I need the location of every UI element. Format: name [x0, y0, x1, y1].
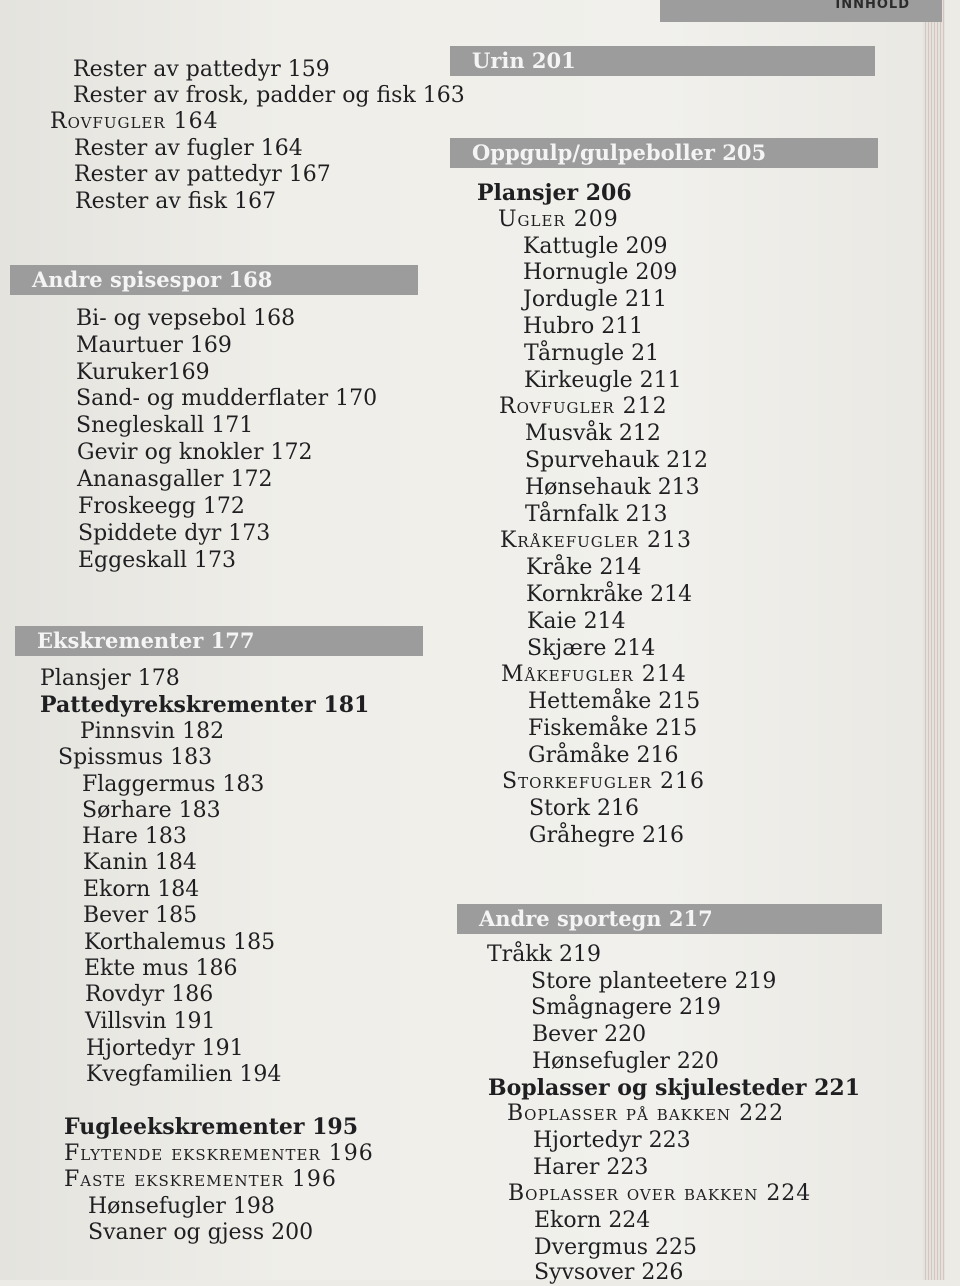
toc-entry[interactable]: Rovdyr 186: [85, 982, 214, 1007]
toc-entry[interactable]: Hønsefugler 198: [88, 1194, 275, 1219]
toc-entry[interactable]: Flaggermus 183: [82, 772, 265, 797]
toc-entry[interactable]: Rester av pattedyr 167: [74, 162, 331, 187]
toc-entry[interactable]: Hettemåke 215: [528, 689, 701, 714]
toc-entry[interactable]: Kattugle 209: [523, 234, 668, 259]
toc-entry[interactable]: Spiddete dyr 173: [78, 521, 271, 546]
toc-entry[interactable]: Froskeegg 172: [78, 494, 245, 519]
toc-entry[interactable]: Rester av fisk 167: [75, 189, 277, 214]
toc-entry[interactable]: Kuruker169: [76, 360, 210, 385]
toc-entry[interactable]: Smågnagere 219: [531, 995, 722, 1020]
toc-entry[interactable]: Maurtuer 169: [76, 333, 232, 358]
toc-subheading[interactable]: Rovfugler 164: [50, 109, 219, 134]
section-bar-ekskrementer[interactable]: Ekskrementer 177: [15, 626, 423, 656]
toc-entry-bold[interactable]: Boplasser og skjulesteder 221: [488, 1075, 861, 1101]
running-head: INNHOLD: [660, 0, 942, 22]
toc-entry[interactable]: Gråmåke 216: [528, 743, 679, 768]
toc-subheading[interactable]: Flytende ekskrementer 196: [64, 1141, 374, 1166]
toc-entry[interactable]: Eggeskall 173: [78, 548, 237, 573]
toc-entry[interactable]: Sørhare 183: [82, 798, 221, 823]
toc-entry[interactable]: Kanin 184: [83, 850, 197, 875]
toc-entry[interactable]: Kirkeugle 211: [524, 368, 682, 393]
toc-entry[interactable]: Bever 185: [83, 903, 198, 928]
toc-entry[interactable]: Skjære 214: [527, 636, 656, 661]
toc-entry[interactable]: Kaie 214: [527, 609, 626, 634]
toc-entry[interactable]: Spurvehauk 212: [525, 448, 709, 473]
toc-entry[interactable]: Musvåk 212: [525, 421, 661, 446]
section-bar-andre-spisespor[interactable]: Andre spisespor 168: [10, 265, 418, 295]
section-bar-andre-sportegn[interactable]: Andre sportegn 217: [457, 904, 882, 934]
toc-entry[interactable]: Hare 183: [82, 824, 187, 849]
toc-subheading[interactable]: Faste ekskrementer 196: [64, 1167, 337, 1192]
toc-entry[interactable]: Hjortedyr 223: [533, 1128, 691, 1153]
toc-subheading[interactable]: Rovfugler 212: [499, 394, 668, 419]
toc-entry[interactable]: Ananasgaller 172: [77, 467, 273, 492]
toc-entry-bold[interactable]: Pattedyrekskrementer 181: [40, 692, 370, 718]
toc-subheading[interactable]: Måkefugler 214: [501, 662, 687, 687]
toc-entry[interactable]: Ekorn 224: [534, 1208, 651, 1233]
toc-entry[interactable]: Kvegfamilien 194: [86, 1062, 282, 1087]
toc-entry[interactable]: Hjortedyr 191: [86, 1036, 244, 1061]
toc-entry[interactable]: Gråhegre 216: [529, 823, 684, 848]
toc-entry[interactable]: Kråke 214: [526, 555, 642, 580]
section-bar-oppgulp[interactable]: Oppgulp/gulpeboller 205: [450, 138, 878, 168]
toc-entry[interactable]: Bi- og vepsebol 168: [76, 306, 296, 331]
toc-entry[interactable]: Bever 220: [532, 1022, 647, 1047]
toc-entry[interactable]: Snegleskall 171: [76, 413, 254, 438]
toc-entry[interactable]: Store planteetere 219: [531, 969, 777, 994]
toc-entry[interactable]: Hubro 211: [523, 314, 644, 339]
toc-entry[interactable]: Kornkråke 214: [526, 582, 693, 607]
toc-subheading[interactable]: Storkefugler 216: [502, 769, 706, 794]
toc-entry[interactable]: Rester av fugler 164: [74, 136, 303, 161]
toc-subheading[interactable]: Kråkefugler 213: [500, 528, 692, 553]
toc-entry[interactable]: Ekte mus 186: [84, 956, 238, 981]
toc-entry[interactable]: Harer 223: [533, 1155, 649, 1180]
toc-entry[interactable]: Fiskemåke 215: [528, 716, 698, 741]
toc-entry[interactable]: Tårnfalk 213: [525, 502, 668, 527]
toc-entry[interactable]: Sand- og mudderflater 170: [76, 386, 378, 411]
page-stack-edge: [923, 0, 945, 1280]
toc-subheading[interactable]: Ugler 209: [498, 207, 619, 232]
toc-entry[interactable]: Hornugle 209: [523, 260, 678, 285]
toc-entry[interactable]: Stork 216: [529, 796, 639, 821]
toc-entry[interactable]: Ekorn 184: [83, 877, 200, 902]
toc-entry[interactable]: Tårnugle 21: [524, 341, 660, 366]
toc-entry-bold[interactable]: Tråkk 219: [487, 942, 601, 967]
toc-entry[interactable]: Dvergmus 225: [534, 1235, 697, 1260]
section-bar-urin[interactable]: Urin 201: [450, 46, 875, 76]
toc-entry[interactable]: Villsvin 191: [85, 1009, 216, 1034]
toc-entry[interactable]: Hønsefugler 220: [532, 1049, 719, 1074]
toc-entry[interactable]: Rester av frosk, padder og fisk 163: [73, 83, 465, 108]
toc-entry[interactable]: Spissmus 183: [58, 745, 213, 770]
toc-entry-bold[interactable]: Plansjer 178: [40, 666, 180, 691]
toc-entry[interactable]: Korthalemus 185: [84, 930, 276, 955]
toc-entry[interactable]: Rester av pattedyr 159: [73, 57, 330, 82]
toc-entry[interactable]: Gevir og knokler 172: [77, 440, 313, 465]
toc-entry-bold[interactable]: Plansjer 206: [477, 180, 632, 206]
toc-entry[interactable]: Pinnsvin 182: [80, 719, 225, 744]
toc-entry[interactable]: Jordugle 211: [523, 287, 667, 312]
toc-entry[interactable]: Syvsover 226: [534, 1260, 684, 1285]
toc-entry[interactable]: Svaner og gjess 200: [88, 1220, 314, 1245]
toc-subheading[interactable]: Boplasser på bakken 222: [507, 1101, 785, 1126]
toc-entry-bold[interactable]: Fugleekskrementer 195: [64, 1114, 359, 1140]
toc-subheading[interactable]: Boplasser over bakken 224: [508, 1181, 812, 1206]
toc-entry[interactable]: Hønsehauk 213: [525, 475, 700, 500]
